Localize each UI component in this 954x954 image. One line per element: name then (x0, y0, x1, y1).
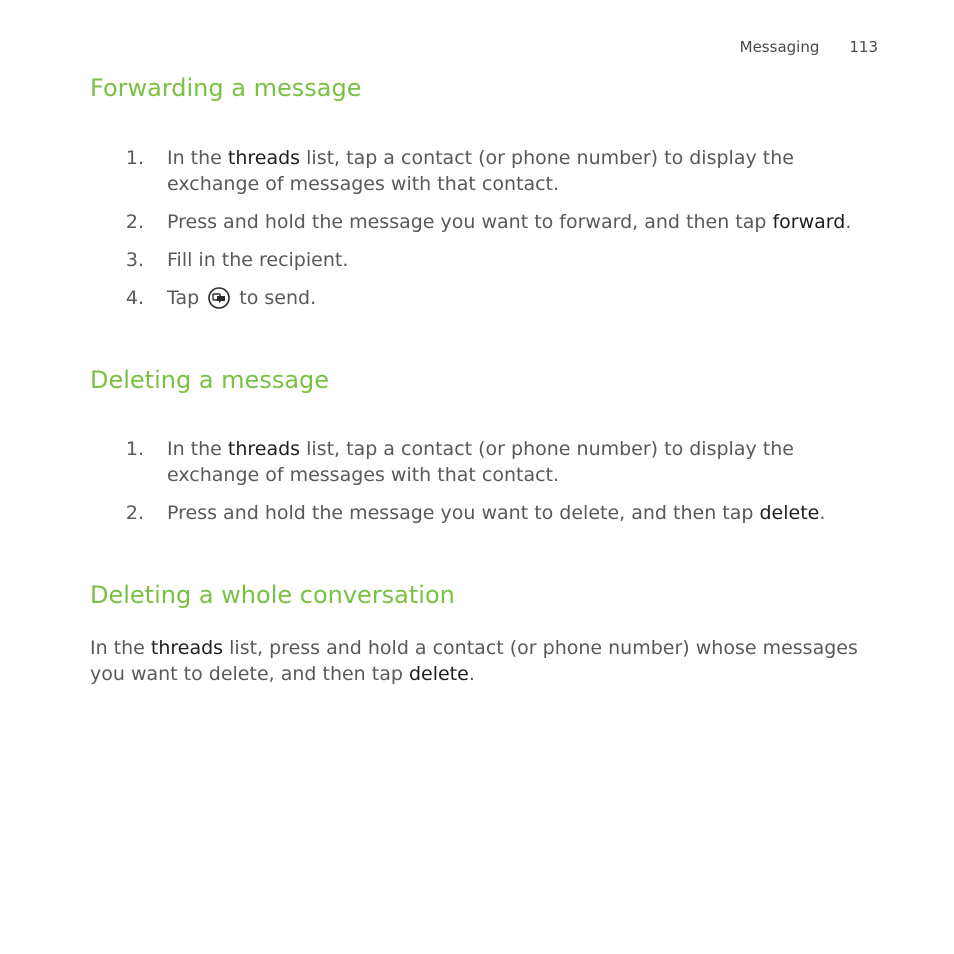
step-number: 3. (125, 249, 144, 271)
step-number: 1. (125, 438, 144, 460)
step-item (0, 145, 954, 197)
paragraph-text: . (468, 663, 475, 685)
step-text: In the (167, 147, 228, 169)
running-header (740, 38, 878, 56)
step-number: 4. (125, 287, 144, 309)
step-text: Press and hold the message you want to forward, and then tap (167, 211, 773, 233)
page-number: 113 (849, 38, 878, 56)
section-heading-forwarding: Forwarding a message (90, 74, 362, 102)
section-heading-deleting-conversation: Deleting a whole conversation (90, 581, 455, 609)
ui-term-threads: threads (150, 637, 224, 659)
step-text: list, tap a contact (or phone number) to display the exchange of messages with that contact. (167, 438, 794, 486)
step-text: . (845, 211, 852, 233)
steps-deleting-message (0, 436, 954, 538)
ui-term-forward: forward (772, 211, 846, 233)
steps-forwarding (0, 145, 954, 323)
ui-term-delete: delete (408, 663, 469, 685)
step-text: to send. (233, 287, 317, 309)
paragraph-text: In the (90, 637, 151, 659)
conversation-paragraph (90, 635, 870, 687)
paragraph-text: list, press and hold a contact (or phone number) whose messages you want to delete, and then tap (90, 637, 858, 685)
step-number: 2. (125, 502, 144, 524)
ui-term-threads: threads (227, 147, 301, 169)
step-item (0, 436, 954, 488)
step-item (0, 247, 954, 273)
ui-term-delete: delete (759, 502, 820, 524)
step-text: Tap (167, 287, 206, 309)
step-item (0, 500, 954, 526)
step-text: In the (167, 438, 228, 460)
step-text: list, tap a contact (or phone number) to display the exchange of messages with that contact. (167, 147, 794, 195)
step-number: 2. (125, 211, 144, 233)
step-text: Press and hold the message you want to delete, and then tap (167, 502, 760, 524)
step-item (0, 209, 954, 235)
step-text: . (819, 502, 826, 524)
step-text: Fill in the recipient. (167, 249, 349, 271)
chapter-title: Messaging (739, 38, 820, 56)
send-icon (208, 287, 230, 309)
ui-term-threads: threads (227, 438, 301, 460)
step-number: 1. (125, 147, 144, 169)
step-item (0, 285, 954, 311)
section-heading-deleting-message: Deleting a message (90, 366, 330, 394)
